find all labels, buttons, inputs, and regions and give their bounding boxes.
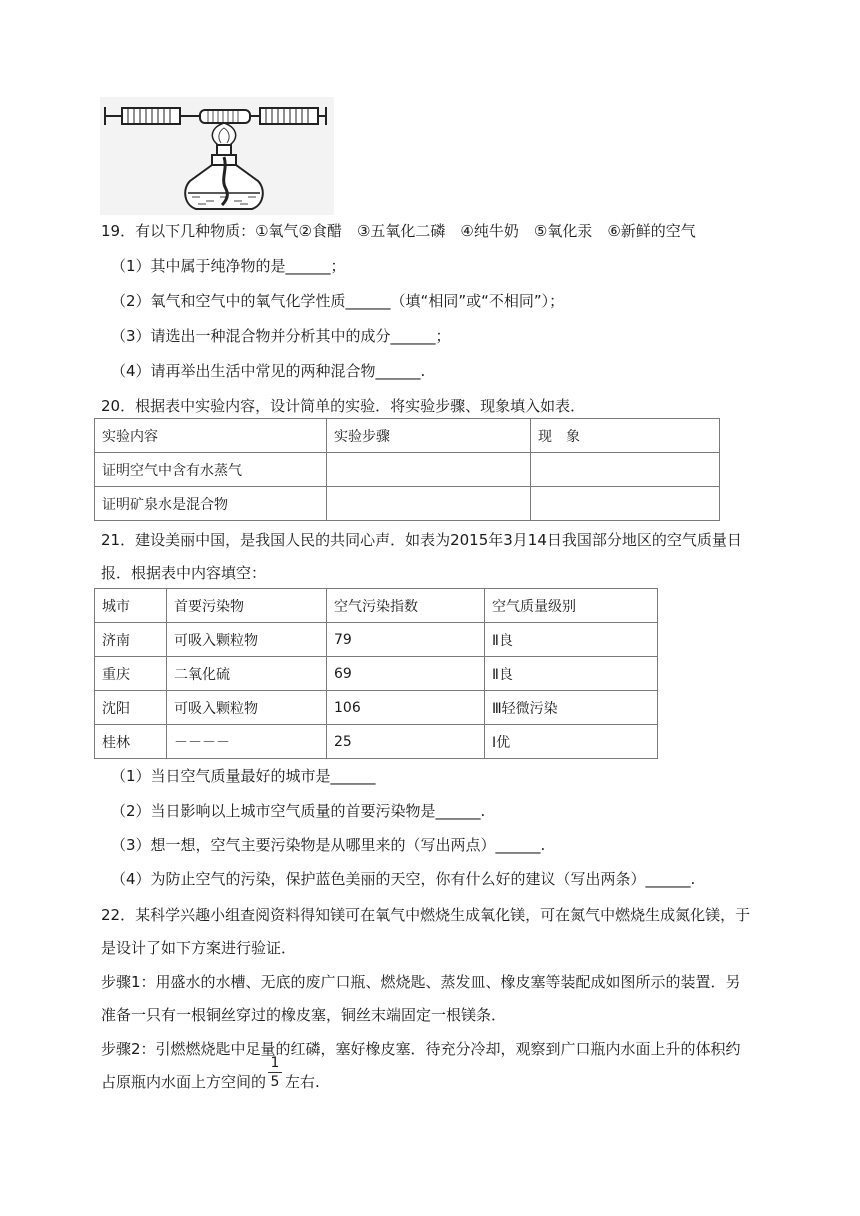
one-fifth-fraction [267,1055,283,1090]
q19-part-1: （1）其中属于纯净物的是______； [111,257,346,275]
city-cell: 沈阳 [95,691,167,725]
grade-cell: Ⅰ优 [485,725,658,759]
grade-cell: Ⅱ良 [485,657,658,691]
grade-cell: Ⅱ良 [485,623,658,657]
table-header-row [95,589,658,623]
q20-experiment-table [94,418,720,521]
q21-part-1: （1）当日空气质量最好的城市是______ [111,767,376,785]
table-header-cell: 首要污染物 [167,589,327,623]
city-cell: 济南 [95,623,167,657]
q22-stem-line-1: 22．某科学兴趣小组查阅资料得知镁可在氧气中燃烧生成氧化镁，可在氮气中燃烧生成氮化镁，于 [101,906,751,924]
index-cell: 106 [327,691,485,725]
syringe-apparatus-figure [100,97,334,215]
q21-part-3: （3）想一想，空气主要污染物是从哪里来的（写出两点）______. [111,836,546,854]
index-cell: 25 [327,725,485,759]
city-cell: 桂林 [95,725,167,759]
table-cell: 证明空气中含有水蒸气 [95,453,327,487]
q21-stem-line-2: 报．根据表中内容填空： [101,564,267,582]
q20-stem: 20．根据表中实验内容，设计简单的实验．将实验步骤、现象填入如表． [101,397,586,415]
table-row [95,453,720,487]
q19-part-4: （4）请再举出生活中常见的两种混合物______. [111,362,426,380]
table-header-cell: 空气污染指数 [327,589,485,623]
q22-step2-line-2-prefix: 占原瓶内水面上方空间的 [101,1073,267,1091]
table-row [95,487,720,521]
q21-part-4: （4）为防止空气的污染，保护蓝色美丽的天空，你有什么好的建议（写出两条）______. [111,870,696,888]
q22-step1-line-2: 准备一只有一根铜丝穿过的橡皮塞，铜丝末端固定一根镁条． [101,1006,507,1024]
city-cell: 重庆 [95,657,167,691]
table-row [95,725,658,759]
answer-cell [531,453,720,487]
q22-step2-line-2-suffix: 左右. [285,1073,320,1091]
table-row [95,623,658,657]
q21-part-2: （2）当日影响以上城市空气质量的首要污染物是______. [111,802,486,820]
answer-cell [531,487,720,521]
fraction-numerator: 1 [270,1055,280,1071]
index-cell: 79 [327,623,485,657]
q21-stem-line-1: 21．建设美丽中国，是我国人民的共同心声．如表为2015年3月14日我国部分地区的空气质量日 [101,531,742,549]
table-header-cell: 实验内容 [95,419,327,453]
table-header-row [95,419,720,453]
answer-cell [327,453,531,487]
table-row [95,657,658,691]
pollutant-cell: 二氧化硫 [167,657,327,691]
q19-part-2: （2）氧气和空气中的氧气化学性质______（填“相同”或“不相同”）； [111,292,565,310]
right-syringe [250,107,326,125]
q22-step1-line-1: 步骤1：用盛水的水槽、无底的废广口瓶、燃烧匙、蒸发皿、橡皮塞等装配成如图所示的装置．另 [101,973,741,991]
q22-step2-line-1: 步骤2：引燃燃烧匙中足量的红磷，塞好橡皮塞．待充分冷却，观察到广口瓶内水面上升的体积约 [101,1040,741,1058]
table-header-cell: 城市 [95,589,167,623]
pollutant-cell: 可吸入颗粒物 [167,623,327,657]
q19-part-3: （3）请选出一种混合物并分析其中的成分______； [111,327,451,345]
table-header-cell: 实验步骤 [327,419,531,453]
table-header-cell: 现 象 [531,419,720,453]
table-header-cell: 空气质量级别 [485,589,658,623]
table-cell: 证明矿泉水是混合物 [95,487,327,521]
grade-cell: Ⅲ轻微污染 [485,691,658,725]
pollutant-cell: 可吸入颗粒物 [167,691,327,725]
index-cell: 69 [327,657,485,691]
pollutant-cell: －－－－ [167,725,327,759]
table-row [95,691,658,725]
fraction-denominator: 5 [270,1074,280,1090]
answer-cell [327,487,531,521]
q22-stem-line-2: 是设计了如下方案进行验证． [101,939,297,957]
q21-air-quality-table [94,588,658,759]
q19-stem: 19．有以下几种物质：①氧气②食醋 ③五氧化二磷 ④纯牛奶 ⑤氧化汞 ⑥新鲜的空气 [101,222,696,240]
